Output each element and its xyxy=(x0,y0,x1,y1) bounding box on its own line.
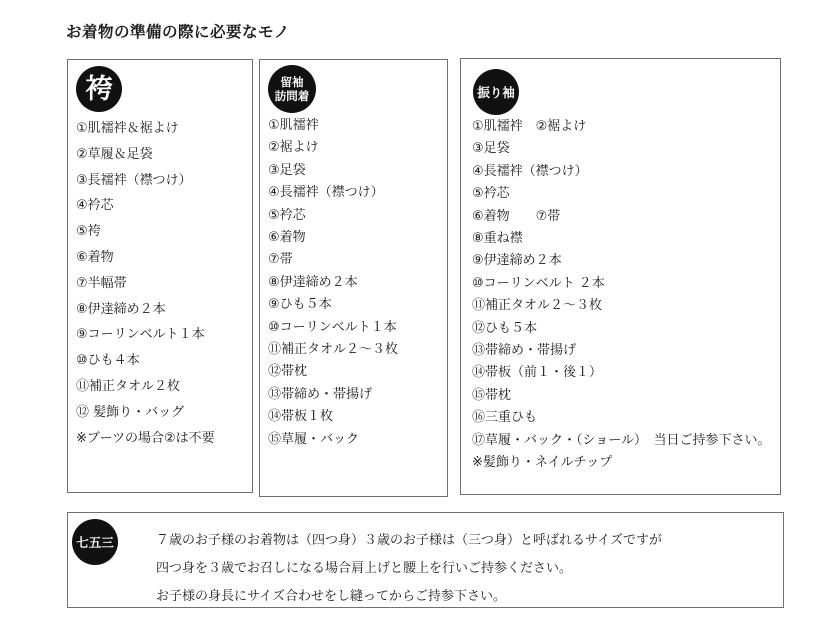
list-item: ⑤衿芯 xyxy=(268,207,306,223)
column-furisode xyxy=(460,58,781,495)
list-item: ⑧伊達締め２本 xyxy=(268,274,358,290)
list-item: ⑭帯板（前１・後１） xyxy=(472,365,603,381)
badge-line: 訪問着 xyxy=(274,89,310,103)
badge-line: 留袖 xyxy=(280,74,304,89)
note-line: ７歳のお子様のお着物は（四つ身）３歳のお子様は（三つ身）と呼ばれるサイズですが xyxy=(156,533,662,548)
list-item: ⑨伊達締め２本 xyxy=(472,253,562,269)
shichigosan-note xyxy=(67,512,784,608)
list-item: ⑬帯締め・帯揚げ xyxy=(472,343,577,359)
list-item: ⑫ひも５本 xyxy=(472,320,538,336)
list-item: ③足袋 xyxy=(268,162,306,178)
item-list xyxy=(472,116,780,475)
list-item: ⑯三重ひも xyxy=(472,410,538,426)
list-item: ⑤袴 xyxy=(76,224,101,240)
list-item: ※ブーツの場合②は不要 xyxy=(76,430,215,446)
list-item: ⑪補正タオル２～３枚 xyxy=(472,298,603,314)
list-item: ⑨ひも５本 xyxy=(268,297,332,313)
shichigosan-badge xyxy=(72,519,118,565)
list-item: ②草履＆足袋 xyxy=(76,146,153,162)
list-item: ④長襦袢（襟つけ） xyxy=(268,185,384,201)
furisode-badge xyxy=(473,69,519,115)
list-item: ⑩コーリンベルト ２本 xyxy=(472,275,605,291)
list-item: ⑰草履・バック・（ショール） 当日ご持参下さい。 xyxy=(472,432,771,448)
list-item: ⑦半幅帯 xyxy=(76,275,127,291)
list-item: ④長襦袢（襟つけ） xyxy=(472,163,588,179)
note-lines xyxy=(156,527,662,611)
list-item: ⑩ひも４本 xyxy=(76,353,140,369)
list-item: ⑭帯板１枚 xyxy=(268,409,334,425)
tomesode-houmongi-badge xyxy=(268,65,316,113)
list-item: ⑥着物 ⑦帯 xyxy=(472,208,561,224)
hakama-badge xyxy=(76,66,122,112)
list-item: ⑧重ね襟 xyxy=(472,231,523,247)
list-item: ②裾よけ xyxy=(268,140,319,156)
list-item: ⑨コーリンベルト１本 xyxy=(76,327,205,343)
list-item: ⑮帯枕 xyxy=(472,387,512,403)
list-item: ⑫帯枕 xyxy=(268,364,308,380)
note-line: お子様の身長にサイズ合わせをし縫ってからご持参下さい。 xyxy=(156,589,506,604)
list-item: ⑥着物 xyxy=(76,249,114,265)
badge-line: 袴 xyxy=(85,73,113,105)
list-item: ①肌襦袢 xyxy=(268,118,319,133)
column-tomesode-houmongi xyxy=(259,59,448,497)
item-list xyxy=(76,116,252,451)
list-item: ⑪補正タオル２～３枚 xyxy=(268,342,399,358)
note-line: 四つ身を３歳でお召しになる場合肩上げと腰上を行いご持参ください。 xyxy=(156,561,573,576)
list-item: ⑫ 髪飾り・バッグ xyxy=(76,404,185,420)
list-item: ⑤衿芯 xyxy=(472,186,510,202)
badge-line: 七五三 xyxy=(76,534,114,550)
item-list xyxy=(268,115,447,451)
list-item: ⑪補正タオル２枚 xyxy=(76,378,181,394)
list-item: ③長襦袢（襟つけ） xyxy=(76,172,192,188)
list-item: ④衿芯 xyxy=(76,198,114,214)
badge-line: 振り袖 xyxy=(477,84,515,100)
list-item: ⑮草履・バック xyxy=(268,431,360,447)
list-item: ③足袋 xyxy=(472,141,510,157)
list-item: ⑦帯 xyxy=(268,252,293,268)
list-item: ⑥着物 xyxy=(268,230,306,246)
list-item: ⑩コーリンベルト１本 xyxy=(268,319,397,335)
list-item: ⑬帯締め・帯揚げ xyxy=(268,386,373,402)
list-item: ※髪飾り・ネイルチップ xyxy=(472,455,613,471)
column-hakama xyxy=(67,59,253,493)
page-title: お着物の準備の際に必要なモノ xyxy=(66,23,290,41)
list-item: ①肌襦袢＆裾よけ xyxy=(76,121,179,136)
list-item: ①肌襦袢 ②裾よけ xyxy=(472,119,587,134)
list-item: ⑧伊達締め２本 xyxy=(76,301,166,317)
